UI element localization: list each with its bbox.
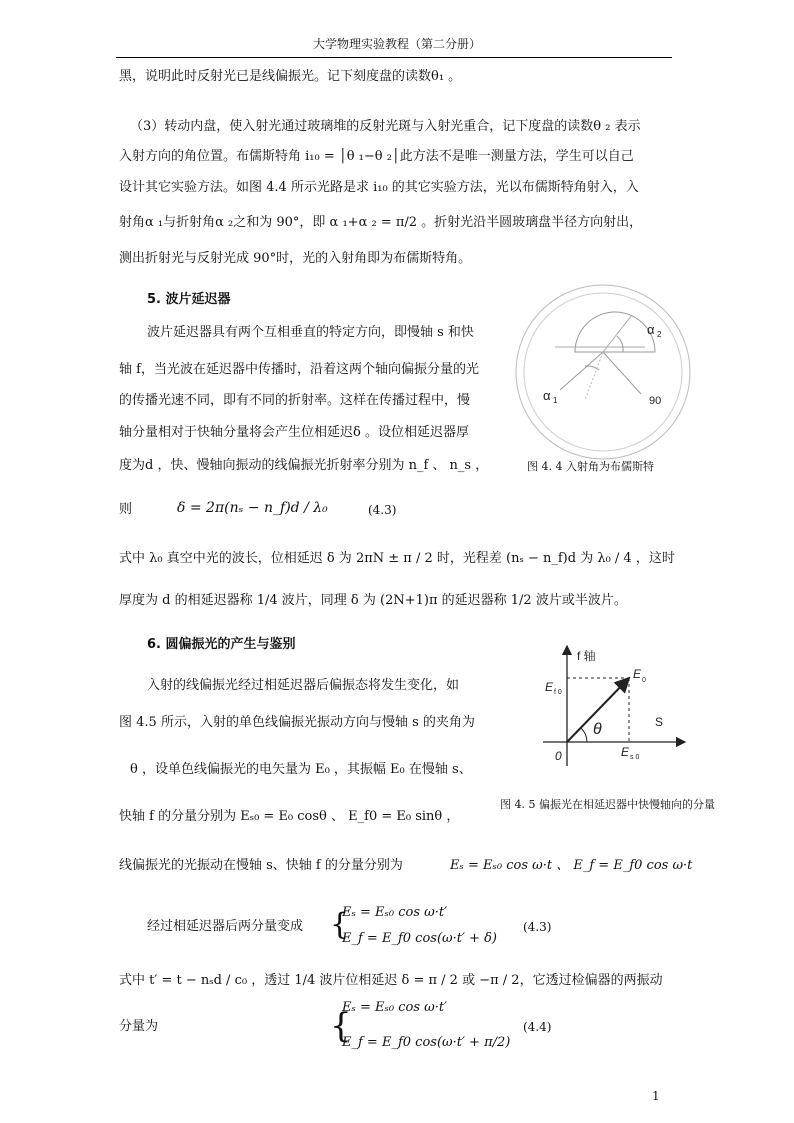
paragraph-line: 测出折射光与反射光成 90°时，光的入射角即为布儒斯特角。 xyxy=(119,251,472,266)
figure-4-4 xyxy=(515,282,701,462)
fig45-f-axis-label: f 轴 xyxy=(577,649,596,663)
paragraph-line: （3）转动内盘，使入射光通过玻璃堆的反射光斑与入射光重合，记下度盘的读数θ ₂ 表示 xyxy=(130,119,641,134)
paragraph-line: 入射的线偏振光经过相延迟器后偏振态将发生变化，如 xyxy=(147,678,460,693)
paragraph-line: 设计其它实验方法。如图 4.4 所示光路是求 i₁₀ 的其它实验方法，光以布儒斯特角射入，入 xyxy=(119,180,639,195)
fig44-alpha1-sub: 1 xyxy=(553,396,558,405)
equation-system-line: Eₛ = Eₛ₀ cos ω·t′ xyxy=(342,1000,448,1015)
figure-4-4-caption: 图 4. 4 入射角为布儒斯特 xyxy=(527,460,654,473)
equation-system-line: Eₛ = Eₛ₀ cos ω·t′ xyxy=(342,905,448,920)
page-header: 大学物理实验教程（第二分册） xyxy=(312,37,481,51)
paragraph-line: 入射方向的角位置。布儒斯特角 i₁₀ = │θ ₁−θ ₂│此方法不是唯一测量方法，学生可以自己 xyxy=(119,149,634,164)
fig45-E0-sub: 0 xyxy=(642,677,646,684)
paragraph-line: 轴分量相对于快轴分量将会产生位相延迟δ 。设位相延迟器厚 xyxy=(119,425,469,440)
fig45-origin-label: 0 xyxy=(555,749,562,763)
equation-number: (4.3) xyxy=(523,920,552,934)
section-title: 6. 圆偏振光的产生与鉴别 xyxy=(147,637,296,652)
paragraph-line: 快轴 f 的分量分别为 Eₛ₀ = E₀ cosθ 、 E_f0 = E₀ sinθ ， xyxy=(119,809,460,824)
figure-4-5-caption: 图 4. 5 偏振光在相延迟器中快慢轴向的分量 xyxy=(500,798,715,811)
paragraph-line: 度为d ，快、慢轴向振动的线偏振光折射率分别为 n_f 、 n_s ， xyxy=(119,458,489,473)
fig44-alpha2-sub: 2 xyxy=(657,330,662,339)
fig44-alpha2-label: α xyxy=(647,322,655,337)
section-title: 5. 波片延迟器 xyxy=(147,292,231,307)
paragraph-line: θ ，设单色线偏振光的电矢量为 E₀ ，其振幅 E₀ 在慢轴 s、 xyxy=(130,762,472,777)
page-number: 1 xyxy=(652,1089,660,1103)
fig44-90-label: 90 xyxy=(649,395,662,407)
fig44-alpha1-label: α xyxy=(543,388,551,403)
equation-brace: { xyxy=(330,1006,352,1046)
equation-number: (4.3) xyxy=(368,503,397,517)
paragraph-line: 的传播光速不同，即有不同的折射率。这样在传播过程中，慢 xyxy=(119,393,471,408)
header-rule xyxy=(116,57,672,58)
equation-4-3: δ = 2π(nₛ − n_f)d / λ₀ xyxy=(177,500,328,516)
paragraph-line: 图 4.5 所示，入射的单色线偏振光振动方向与慢轴 s 的夹角为 xyxy=(119,715,475,730)
paragraph-line: 轴 f，当光波在延迟器中传播时，沿着这两个轴向偏振分量的光 xyxy=(119,362,479,377)
equation-system-line: E_f = E_f0 cos(ω·t′ + δ) xyxy=(342,931,497,946)
fig45-Ef0-sub: f 0 xyxy=(554,689,562,696)
paragraph-line: 波片延迟器具有两个互相垂直的特定方向，即慢轴 s 和快 xyxy=(147,325,474,340)
equation-inline: Eₛ = Eₛ₀ cos ω·t 、 E_f = E_f0 cos ω·t xyxy=(450,858,693,873)
fig45-theta-label: θ xyxy=(593,721,602,738)
fig45-s-label: S xyxy=(655,715,664,729)
paragraph-line: 经过相延迟器后两分量变成 xyxy=(147,919,304,934)
figure-4-5 xyxy=(535,638,690,772)
paragraph-line: 射角α ₁与折射角α ₂之和为 90°，即 α ₁+α ₂ = π/2 。折射光沿半圆玻璃盘半径方向射出， xyxy=(119,215,643,230)
paragraph-line: 厚度为 d 的相延迟器称 1/4 波片，同理 δ 为 (2N+1)π 的延迟器称 1/2 波片或半波片。 xyxy=(119,593,627,608)
paragraph-line: 式中 t′ = t − nₛd / c₀ ，透过 1/4 波片位相延迟 δ = π / 2 或 −π / 2，它透过检偏器的两振动 xyxy=(119,973,663,988)
paragraph-line: 黑，说明此时反射光已是线偏振光。记下刻度盘的读数θ₁ 。 xyxy=(119,69,462,84)
paragraph-line: 线偏振光的光振动在慢轴 s、快轴 f 的分量分别为 xyxy=(119,858,403,873)
fig45-E0-label: E xyxy=(633,667,642,681)
equation-number: (4.4) xyxy=(523,1020,552,1034)
fig45-Es0-sub: s 0 xyxy=(630,754,640,761)
equation-system-line: E_f = E_f0 cos(ω·t′ + π/2) xyxy=(342,1035,511,1050)
equation-prefix: 则 xyxy=(119,502,133,517)
paragraph-line: 式中 λ₀ 真空中光的波长，位相延迟 δ 为 2πN ± π / 2 时，光程差 (nₛ − n_f)d 为 λ₀ / 4 ，这时 xyxy=(119,551,675,566)
paragraph-line: 分量为 xyxy=(119,1019,159,1034)
equation-brace: { xyxy=(330,907,350,942)
fig45-Ef0-label: E xyxy=(545,680,554,694)
fig45-Es0-label: E xyxy=(621,745,630,759)
